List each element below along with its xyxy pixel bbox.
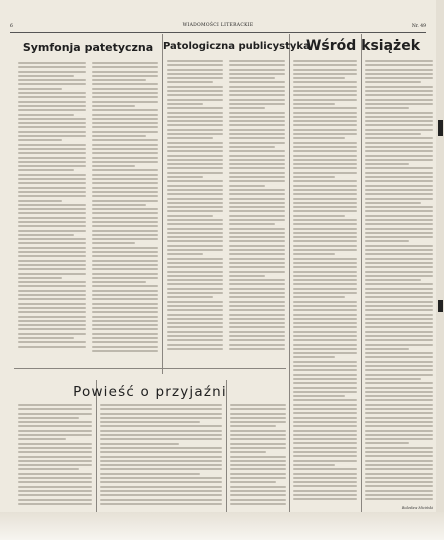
text-column	[100, 404, 222, 508]
text-column	[229, 60, 285, 360]
headline-wsrod: Wśród książek	[305, 38, 421, 54]
column-rule	[162, 34, 163, 374]
page-number: 6	[10, 24, 13, 29]
column-rule	[361, 34, 362, 514]
headline-patologiczna: Patologiczna publicystyka	[163, 41, 310, 52]
page-header	[10, 22, 426, 33]
text-column	[18, 404, 92, 508]
column-rule	[96, 380, 97, 514]
text-column	[230, 404, 286, 508]
page-bottom-margin	[0, 512, 444, 540]
column-rule	[289, 34, 290, 514]
page-edge	[436, 0, 444, 540]
issue-number: Nr. 49	[411, 24, 426, 29]
text-column	[293, 60, 357, 500]
publication-name: WIADOMOŚCI LITERACKIE	[182, 23, 254, 28]
headline-powiesc: Powieść o przyjaźni	[73, 384, 227, 400]
text-column	[167, 60, 223, 360]
edge-mark	[438, 120, 443, 136]
headline-symfonia: Symfonja patetyczna	[22, 41, 154, 54]
section-divider	[14, 368, 286, 369]
byline: Bolesław Miciński	[401, 506, 433, 510]
column-rule	[226, 380, 227, 514]
edge-mark	[438, 300, 443, 312]
text-column	[365, 60, 433, 500]
text-column	[92, 62, 158, 360]
text-column	[18, 62, 86, 360]
